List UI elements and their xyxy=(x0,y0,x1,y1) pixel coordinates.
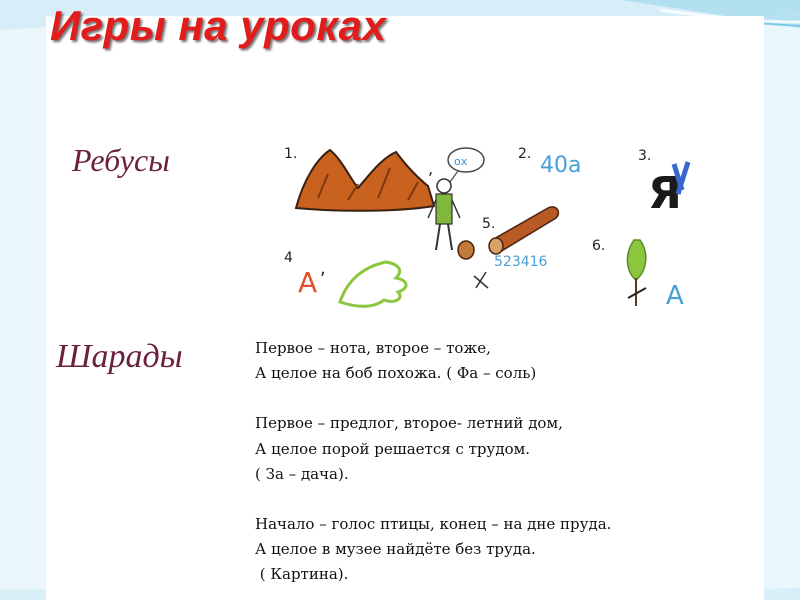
rebus-number-1: 1. xyxy=(284,146,298,162)
rebus-number-4: 4 xyxy=(284,250,293,266)
rebus-number-6: 6. xyxy=(592,238,606,254)
boy-drawing xyxy=(428,148,484,250)
rebus-number-3: 3. xyxy=(638,148,652,164)
charade-1-line-1: Первое – нота, второе – тоже, xyxy=(255,339,491,357)
rebus-letter-a-left: А xyxy=(298,266,318,299)
tree-drawing xyxy=(627,240,646,306)
svg-text:,: , xyxy=(428,159,434,178)
rebus-drawing xyxy=(278,138,702,326)
slide-title: Игры на уроках xyxy=(50,2,387,49)
mountains-drawing xyxy=(296,150,434,211)
log-drawing xyxy=(458,207,558,288)
charade-3-line-2: А целое в музее найдёте без труда. xyxy=(255,540,536,559)
charade-3-line-3: ( Картина). xyxy=(255,565,349,584)
rebus-letter-a-right: А xyxy=(666,281,684,311)
rebus-number-5: 5. xyxy=(482,216,496,232)
charade-2-line-1: Первое – предлог, второе- летний дом, xyxy=(255,414,563,433)
rebus-40a: 40а xyxy=(540,153,582,178)
charades-text xyxy=(255,336,735,588)
svg-text:,: , xyxy=(320,258,326,279)
rebus-label: Ребусы xyxy=(72,142,170,178)
charade-1-line-2: А целое на боб похожа. ( Фа – соль) xyxy=(255,364,537,383)
bubble-text: ох xyxy=(454,155,468,168)
charade-label: Шарады xyxy=(56,338,183,375)
charade-2-line-3: ( За – дача). xyxy=(255,464,349,483)
rebus-letter-ya: Я xyxy=(648,168,682,219)
oak-leaf-drawing xyxy=(340,262,406,306)
rebus-digits: 523416 xyxy=(494,254,548,270)
charade-2-line-2: А целое порой решается с трудом. xyxy=(255,439,531,458)
charade-3-line-1: Начало – голос птицы, конец – на дне пруда. xyxy=(255,515,612,534)
rebus-number-2: 2. xyxy=(518,146,532,162)
